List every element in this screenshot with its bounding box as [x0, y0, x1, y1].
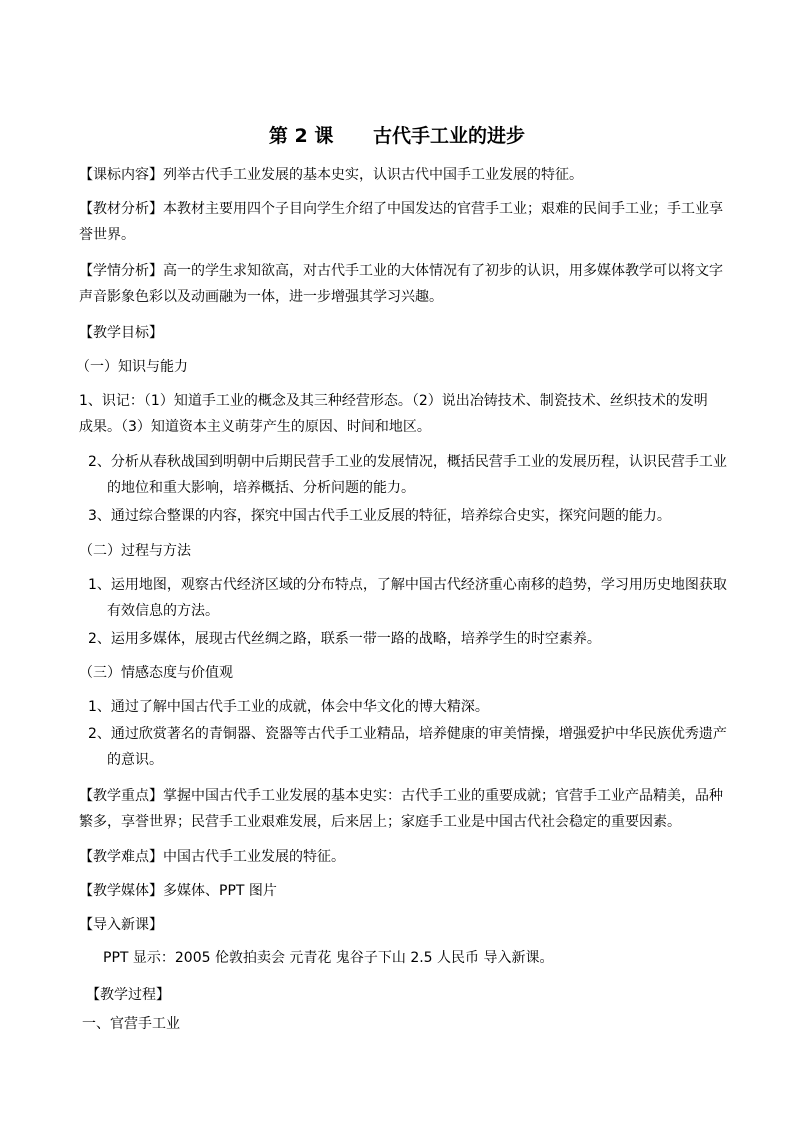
- knowledge-ability-heading: （一）知识与能力: [76, 359, 188, 375]
- lesson-title: 第 2 课 古代手工业的进步: [268, 125, 526, 147]
- textbook-analysis: 【教材分析】本教材主要用四个子目向学生介绍了中国发达的官营手工业；艰难的民间手工业；手工业享: [79, 201, 723, 217]
- learner-analysis: 【学情分析】高一的学生求知欲高，对古代手工业的大体情况有了初步的认识，用多媒体教学可以将文字: [79, 263, 723, 279]
- goal-1-1-cont: 成果。（3）知道资本主义萌芽产生的原因、时间和地区。: [79, 419, 431, 435]
- goal-3-1: 1、通过了解中国古代手工业的成就，体会中华文化的博大精深。: [88, 699, 489, 715]
- new-lesson-intro-heading: 【导入新课】: [79, 917, 163, 933]
- teaching-media: 【教学媒体】多媒体、PPT 图片: [79, 883, 277, 899]
- goal-3-2: 2、通过欣赏著名的青铜器、瓷器等古代手工业精品，培养健康的审美情操，增强爱护中华民族优秀遗产: [88, 726, 727, 742]
- key-points-cont: 繁多，享誉世界；民营手工业艰难发展，后来居上；家庭手工业是中国古代社会稳定的重要因素。: [79, 814, 681, 830]
- teaching-process-heading: 【教学过程】: [86, 987, 170, 1003]
- key-points: 【教学重点】掌握中国古代手工业发展的基本史实：古代手工业的重要成就；官营手工业产品精美，品种: [79, 788, 723, 804]
- goal-1-2-cont: 的地位和重大影响，培养概括、分析问题的能力。: [107, 480, 415, 496]
- learner-analysis-cont: 声音影象色彩以及动画融为一体，进一步增强其学习兴趣。: [79, 289, 443, 305]
- emotion-values-heading: （三）情感态度与价值观: [79, 665, 233, 681]
- ppt-intro: PPT 显示：2005 伦敦拍卖会 元青花 鬼谷子下山 2.5 人民币 导入新课。: [103, 950, 554, 966]
- goal-1-1: 1、识记：（1）知道手工业的概念及其三种经营形态。（2）说出冶铸技术、制瓷技术、丝织技术的发明: [79, 393, 708, 409]
- textbook-analysis-cont: 誉世界。: [79, 227, 135, 243]
- goal-2-1-cont: 有效信息的方法。: [107, 603, 219, 619]
- goal-3-2-cont: 的意识。: [107, 752, 163, 768]
- teaching-goals-heading: 【教学目标】: [79, 325, 163, 341]
- goal-1-2: 2、分析从春秋战国到明朝中后期民营手工业的发展情况，概括民营手工业的发展历程，认识民营手工业: [88, 454, 727, 470]
- section-1-heading: 一、官营手工业: [82, 1016, 180, 1032]
- curriculum-content: 【课标内容】列举古代手工业发展的基本史实，认识古代中国手工业发展的特征。: [79, 167, 583, 183]
- difficult-points: 【教学难点】中国古代手工业发展的特征。: [79, 849, 345, 865]
- goal-1-3: 3、通过综合整课的内容，探究中国古代手工业反展的特征，培养综合史实，探究问题的能力。: [88, 508, 671, 524]
- process-method-heading: （二）过程与方法: [79, 543, 191, 559]
- goal-2-1: 1、运用地图，观察古代经济区域的分布特点，了解中国古代经济重心南移的趋势，学习用历史地图获取: [88, 577, 727, 593]
- goal-2-2: 2、运用多媒体，展现古代丝绸之路，联系一带一路的战略，培养学生的时空素养。: [88, 631, 601, 647]
